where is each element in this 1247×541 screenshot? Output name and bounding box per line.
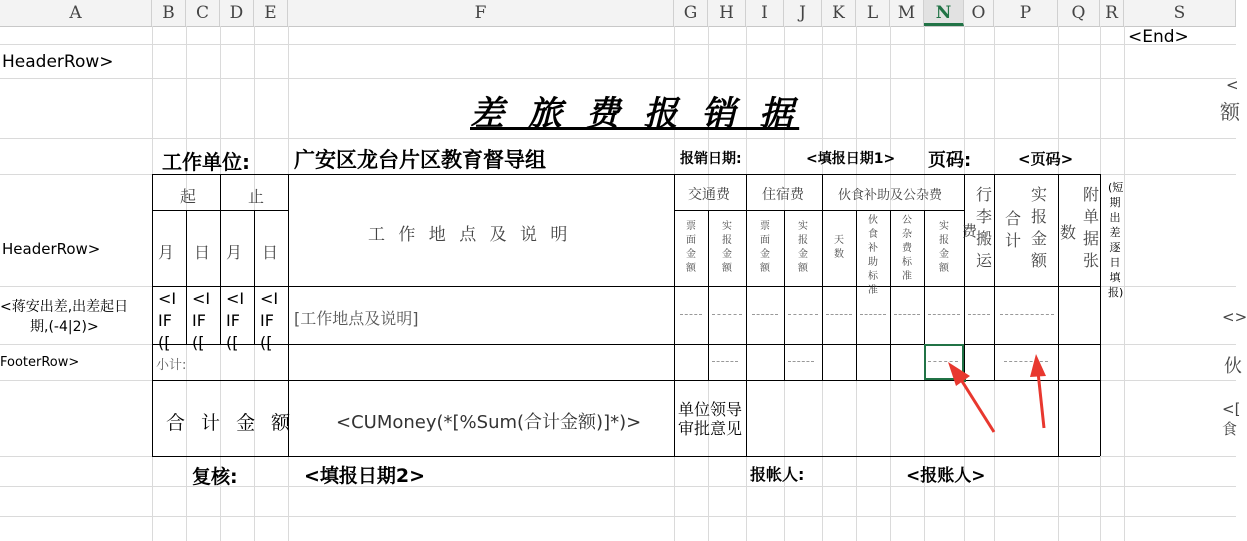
col-header-m[interactable]: M (890, 0, 924, 26)
col-header-b[interactable]: B (152, 0, 186, 26)
start-header: 起 (180, 187, 197, 206)
lodging-actual-header: 实报金额 (798, 221, 808, 274)
start-day-data[interactable]: <I IF ([ (192, 289, 211, 352)
col-header-p[interactable]: P (994, 0, 1058, 26)
col-header-c[interactable]: C (186, 0, 220, 26)
report-date-value: <填报日期1> (806, 151, 896, 167)
col-header-r[interactable]: R (1100, 0, 1124, 26)
end-header: 止 (248, 187, 265, 206)
red-arrow-1 (960, 378, 994, 432)
header-row-label: HeaderRow> (2, 52, 114, 72)
right-clip-6: 食 (1222, 420, 1238, 438)
col-header-e[interactable]: E (254, 0, 288, 26)
place-header: 工 作 地 点 及 说 明 (368, 225, 572, 245)
lodging-header: 住宿费 (762, 187, 804, 203)
end-month-header: 月 (226, 243, 243, 262)
red-arrow-2-head (1030, 354, 1046, 377)
total-label: 合 计 金 额 (166, 412, 296, 434)
misc-standard-header: 公杂费标准 (902, 215, 912, 282)
lodging-ticket-header: 票面金额 (760, 221, 770, 274)
col-header-j[interactable]: J (784, 0, 822, 26)
page-label: 页码: (928, 150, 972, 171)
total-header-a: 合计 (1004, 209, 1021, 250)
attach-header-b: 附单据张 (1082, 185, 1099, 270)
end-month-data[interactable]: <I IF ([ (226, 289, 245, 352)
end-day-header: 日 (262, 243, 279, 262)
col-header-g[interactable]: G (674, 0, 708, 26)
col-header-l[interactable]: L (856, 0, 890, 26)
short-trip-note: (短期出差逐日填报) (1108, 181, 1124, 299)
review-label: 复核: (192, 466, 238, 488)
reporter-value: <报账人> (906, 466, 986, 486)
work-unit-value: 广安区龙台片区教育督导组 (294, 148, 546, 172)
col-header-s[interactable]: S (1124, 0, 1236, 26)
subtotal-label: 小计: (156, 358, 187, 373)
end-day-data[interactable]: <I IF ([ (260, 289, 279, 352)
report-date-label: 报销日期: (680, 151, 742, 167)
col-header-d[interactable]: D (220, 0, 254, 26)
page-value: <页码> (1018, 150, 1074, 168)
approval-label: 单位领导审批意见 (678, 400, 743, 438)
meal-standard-header: 伙食补助标准 (868, 215, 878, 296)
days-header: 天数 (834, 235, 844, 260)
luggage-header: 行李搬运 (975, 185, 992, 270)
right-clip-3: <> (1222, 308, 1247, 326)
place-data-field[interactable]: [工作地点及说明] (294, 309, 419, 328)
col-header-a[interactable]: A (0, 0, 152, 26)
start-month-data[interactable]: <I IF ([ (158, 289, 177, 352)
footer-row-label: FooterRow> (0, 355, 80, 370)
red-arrow-2 (1038, 372, 1044, 428)
meal-actual-header: 实报金额 (939, 221, 949, 274)
work-unit-label: 工作单位: (162, 150, 250, 174)
other-fee-header: 费 (962, 222, 978, 240)
transport-actual-header: 实报金额 (722, 221, 732, 274)
total-formula[interactable]: <CUMoney(*[%Sum(合计金额)]*)> (336, 412, 642, 433)
col-header-h[interactable]: H (708, 0, 746, 26)
col-header-o[interactable]: O (964, 0, 994, 26)
data-row-label-line2: 期,(-4|2)> (30, 319, 99, 335)
header-row-label-2: HeaderRow> (2, 240, 101, 258)
col-header-q[interactable]: Q (1058, 0, 1100, 26)
col-header-i[interactable]: I (746, 0, 784, 26)
transport-header: 交通费 (688, 187, 730, 203)
col-header-n-selected[interactable]: N (924, 0, 964, 26)
reporter-label: 报帐人: (750, 465, 805, 484)
data-row-label-line1: <蒋安出差,出差起日 (0, 299, 129, 315)
right-clip-1: < (1226, 76, 1239, 94)
attach-header-a: 数 (1060, 223, 1077, 242)
review-value: <填报日期2> (304, 465, 426, 487)
right-clip-4: 伙 (1224, 356, 1242, 377)
transport-ticket-header: 票面金额 (686, 221, 696, 274)
red-arrow-1-head (948, 362, 970, 386)
meal-header: 伙食补助及公杂费 (838, 188, 943, 203)
form-title: 差 旅 费 报 销 据 (470, 94, 800, 134)
start-day-header: 日 (194, 243, 211, 262)
right-clip-5: <[ (1222, 400, 1241, 418)
end-tag: <End> (1128, 27, 1189, 47)
start-month-header: 月 (158, 243, 175, 262)
col-header-k[interactable]: K (822, 0, 856, 26)
total-header-b: 实报金额 (1030, 185, 1047, 270)
col-header-f[interactable]: F (288, 0, 674, 26)
right-clip-2: 额 (1220, 100, 1240, 124)
